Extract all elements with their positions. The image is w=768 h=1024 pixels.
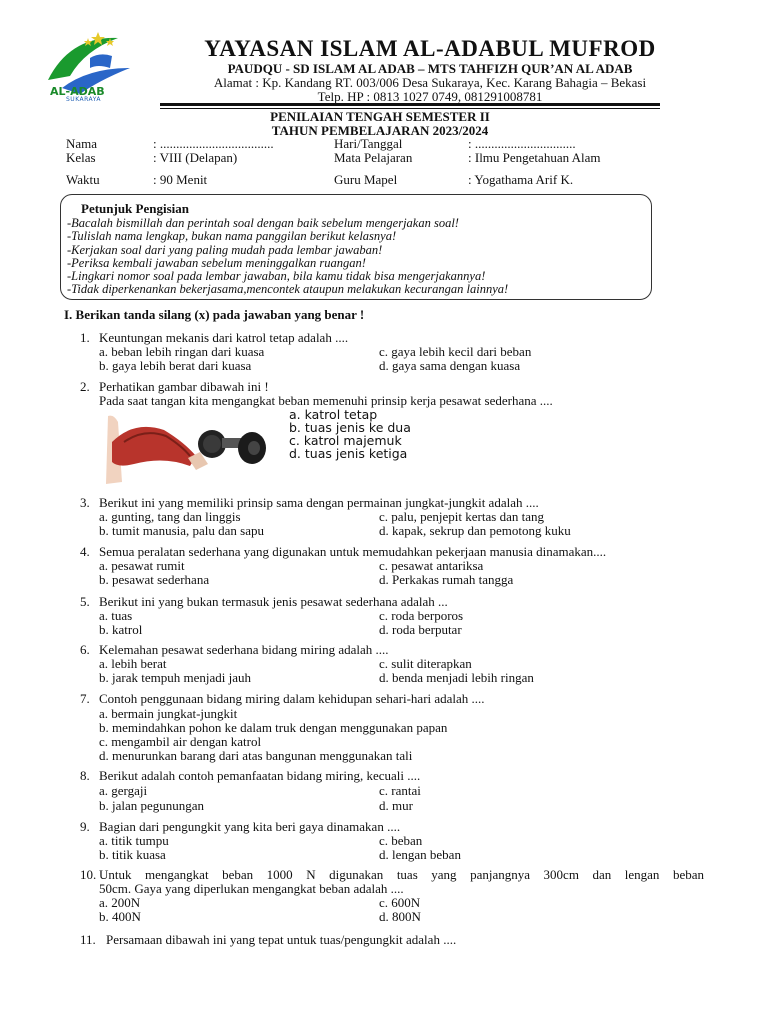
option-a: a. titik tumpu — [99, 833, 169, 848]
option-d: d. mur — [379, 798, 413, 813]
option-c: c. gaya lebih kecil dari beban — [379, 344, 532, 359]
option-b: b. gaya lebih berat dari kuasa — [99, 358, 252, 373]
option-b: b. tumit manusia, palu dan sapu — [99, 523, 265, 538]
option-d: d. benda menjadi lebih ringan — [379, 670, 534, 685]
question-text: Persamaan dibawah ini yang tepat untuk tuas/pengungkit adalah .... — [106, 932, 457, 947]
option-a: a. tuas — [99, 608, 133, 623]
option-d: d. kapak, sekrup dan pemotong kuku — [379, 523, 571, 538]
org-phone: Telp. HP : 0813 1027 0749, 081291008781 — [317, 89, 543, 104]
option-a: a. pesawat rumit — [99, 558, 185, 573]
org-title: YAYASAN ISLAM AL-ADABUL MUFROD — [204, 36, 656, 61]
option-b: b. memindahkan pohon ke dalam truk dengan menggunakan papan — [99, 720, 448, 735]
question-text: Berikut ini yang memiliki prinsip sama dengan permainan jungkat-jungkit adalah .... — [99, 495, 539, 510]
question-text: Bagian dari pengungkit yang kita beri gaya dinamakan .... — [99, 819, 401, 834]
nama-label: Nama — [66, 136, 98, 151]
question-number: 3. — [80, 495, 90, 510]
instruction-line: -Bacalah bismillah dan perintah soal dengan baik sebelum mengerjakan soal! — [67, 216, 459, 230]
question-number: 10. — [80, 867, 97, 882]
waktu-label: Waktu — [66, 172, 100, 187]
instructions-title: Petunjuk Pengisian — [81, 201, 189, 216]
section-title: I. Berikan tanda silang (x) pada jawaban yang benar ! — [64, 307, 365, 322]
option-c: c. 600N — [379, 895, 421, 910]
option-c: c. palu, penjepit kertas dan tang — [379, 509, 544, 524]
hari-value: : ............................... — [468, 136, 576, 151]
question-number: 2. — [80, 379, 90, 394]
mapel-label: Mata Pelajaran — [334, 150, 413, 165]
instruction-line: -Tulislah nama lengkap, bukan nama panggilan berikut kelasnya! — [67, 229, 397, 244]
guru-value: : Yogathama Arif K. — [468, 172, 574, 187]
kelas-label: Kelas — [66, 150, 96, 165]
hari-label: Hari/Tanggal — [334, 136, 403, 151]
option-a: a. gergaji — [99, 783, 148, 798]
option-c: c. katrol majemuk — [289, 433, 402, 448]
exam-title — [160, 110, 600, 138]
question-number: 4. — [80, 544, 90, 559]
instruction-line: -Lingkari nomor soal pada lembar jawaban, bila kamu tidak bisa mengerjakannya! — [67, 269, 486, 284]
option-b: b. jarak tempuh menjadi jauh — [99, 670, 251, 685]
exam-title-line1: PENILAIAN TENGAH SEMESTER II — [270, 109, 490, 124]
nama-value: : ................................... — [153, 136, 274, 151]
question-text: Keuntungan mekanis dari katrol tetap adalah .... — [99, 330, 349, 345]
option-c: c. roda berporos — [379, 608, 464, 623]
waktu-value: : 90 Menit — [153, 172, 208, 187]
question-text: Untuk mengangkat beban 1000 N digunakan tuas yang panjangnya 300cm dan lengan beban — [99, 867, 704, 882]
option-a: a. bermain jungkat-jungkit — [99, 706, 238, 721]
option-d: d. gaya sama dengan kuasa — [379, 358, 521, 373]
option-d: d. roda berputar — [379, 622, 462, 637]
instruction-line: -Kerjakan soal dari yang paling mudah pada lembar jawaban! — [67, 242, 383, 257]
question-number: 11. — [80, 932, 96, 947]
option-c: c. pesawat antariksa — [379, 558, 484, 573]
arm-lifting-dumbbell-illustration — [104, 412, 274, 488]
question-text-2: Pada saat tangan kita mengangkat beban memenuhi prinsip kerja pesawat sederhana .... — [99, 393, 553, 408]
question-text: Berikut ini yang bukan termasuk jenis pesawat sederhana adalah ... — [99, 594, 448, 609]
guru-label: Guru Mapel — [334, 172, 398, 187]
option-d: d. lengan beban — [379, 847, 461, 862]
mapel-value: : Ilmu Pengetahuan Alam — [468, 150, 601, 165]
question-number: 8. — [80, 768, 90, 783]
option-d: d. menurunkan barang dari atas bangunan menggunakan tali — [99, 748, 413, 763]
option-a: a. beban lebih ringan dari kuasa — [99, 344, 265, 359]
org-subtitle: PAUDQU - SD ISLAM AL ADAB – MTS TAHFIZH QUR’AN AL ADAB — [227, 61, 633, 76]
question-text: Berikut adalah contoh pemanfaatan bidang miring, kecuali .... — [99, 768, 421, 783]
option-b: b. pesawat sederhana — [99, 572, 210, 587]
question-number: 6. — [80, 642, 90, 657]
option-d: d. 800N — [379, 909, 421, 924]
question-text-2: 50cm. Gaya yang diperlukan mengangkat beban adalah .... — [99, 881, 404, 896]
option-b: b. jalan pegunungan — [99, 798, 205, 813]
question-number: 9. — [80, 819, 90, 834]
instructions-list — [67, 217, 508, 297]
option-b: b. 400N — [99, 909, 141, 924]
question-text: Perhatikan gambar dibawah ini ! — [99, 379, 269, 394]
header-rule-thick — [160, 103, 660, 106]
question-text: Contoh penggunaan bidang miring dalam kehidupan sehari-hari adalah .... — [99, 691, 485, 706]
logo-subtext: SUKARAYA — [66, 96, 102, 103]
question-number: 5. — [80, 594, 90, 609]
option-c: c. sulit diterapkan — [379, 656, 472, 671]
question-text: Semua peralatan sederhana yang digunakan untuk memudahkan pekerjaan manusia dinamakan.... — [99, 544, 607, 559]
question-number: 7. — [80, 691, 90, 706]
instructions-box — [60, 194, 652, 300]
question-number: 1. — [80, 330, 90, 345]
option-a: a. katrol tetap — [289, 407, 378, 422]
option-c: c. mengambil air dengan katrol — [99, 734, 262, 749]
exam-title-line2: TAHUN PEMBELAJARAN 2023/2024 — [271, 123, 489, 138]
option-c: c. beban — [379, 833, 423, 848]
kelas-value: : VIII (Delapan) — [153, 150, 238, 165]
option-c: c. rantai — [379, 783, 421, 798]
option-a: a. 200N — [99, 895, 141, 910]
logo-text: AL-ADAB — [50, 85, 105, 98]
instruction-line: -Tidak diperkenankan bekerjasama,mencontek ataupun melakukan kecurangan lainnya! — [67, 282, 509, 297]
option-d: d. tuas jenis ketiga — [289, 446, 408, 461]
option-a: a. gunting, tang dan linggis — [99, 509, 241, 524]
option-d: d. Perkakas rumah tangga — [379, 572, 514, 587]
instruction-line: -Periksa kembali jawaban sebelum meninggalkan ruangan! — [67, 255, 366, 270]
option-b: b. titik kuasa — [99, 847, 166, 862]
question-text: Kelemahan pesawat sederhana bidang miring adalah .... — [99, 642, 389, 657]
option-a: a. lebih berat — [99, 656, 167, 671]
option-b: b. katrol — [99, 622, 143, 637]
option-b: b. tuas jenis ke dua — [289, 420, 411, 435]
org-address: Alamat : Kp. Kandang RT. 003/006 Desa Sukaraya, Kec. Karang Bahagia – Bekasi — [213, 75, 647, 90]
